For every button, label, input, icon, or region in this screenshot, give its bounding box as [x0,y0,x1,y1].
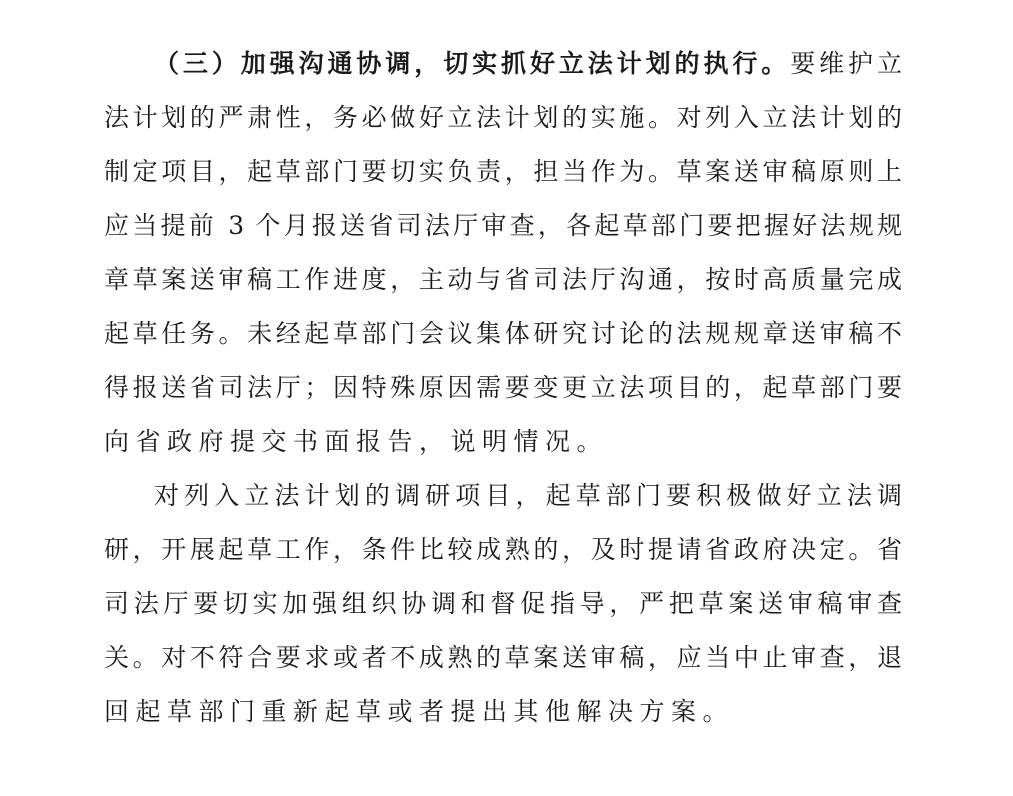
paragraph2-line5: 回起草部门重新起草或者提出其他解决方案。 [104,697,735,726]
paragraph1-line4: 应当提前 3 个月报送省司法厅审查，各起草部门要把握好法规规 [104,211,902,240]
paragraph1-line5: 章草案送审稿工作进度，主动与省司法厅沟通，按时高质量完成 [104,265,902,294]
paragraph2-line4: 关。对不符合要求或者不成熟的草案送审稿，应当中止审查，退 [104,643,902,672]
section-heading: （三）加强沟通协调，切实抓好立法计划的执行。 [154,49,791,78]
paragraph1-line1-text: 要维护立 [790,49,902,78]
paragraph1-line8: 向省政府提交书面报告，说明情况。 [104,427,609,456]
paragraph1-line7: 得报送省司法厅；因特殊原因需要变更立法项目的，起草部门要 [104,373,902,402]
paragraph2-line3: 司法厅要切实加强组织协调和督促指导，严把草案送审稿审查 [104,589,902,618]
paragraph1-line6: 起草任务。未经起草部门会议集体研究讨论的法规规章送审稿不 [104,319,902,348]
paragraph2-line2: 研，开展起草工作，条件比较成熟的，及时提请省政府决定。省 [104,535,902,564]
paragraph2-line1: 对列入立法计划的调研项目，起草部门要积极做好立法调 [154,481,902,510]
paragraph1-line1 [154,44,902,84]
paragraph1-line3: 制定项目，起草部门要切实负责，担当作为。草案送审稿原则上 [104,157,902,186]
paragraph1-line2: 法计划的严肃性，务必做好立法计划的实施。对列入立法计划的 [104,103,902,132]
